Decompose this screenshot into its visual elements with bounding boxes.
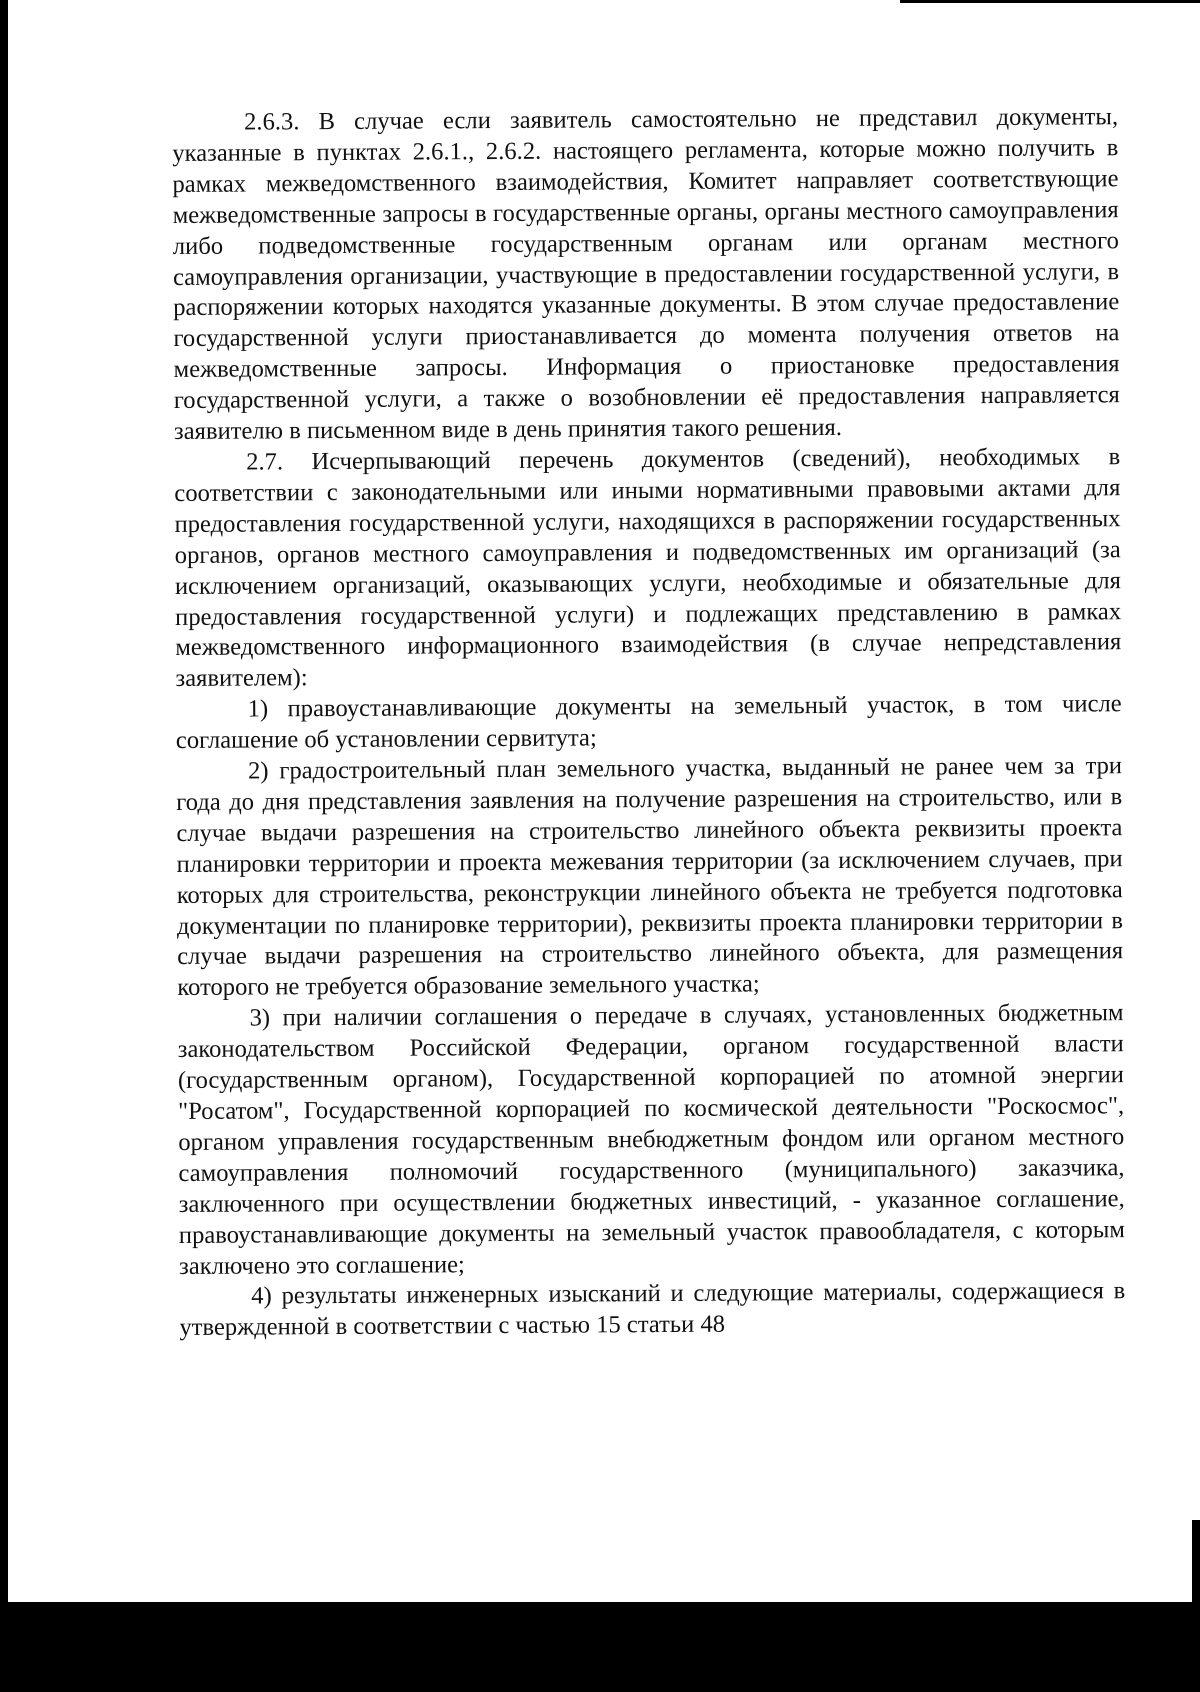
list-item-4: 4) результаты инженерных изысканий и следующие материалы, содержащиеся в утвержденной в соответствии с частью 15 статьи 48 bbox=[179, 1277, 1126, 1342]
paragraph-2-6-3: 2.6.3. В случае если заявитель самостоятельно не представил документы, указанные в пунктах 2.6.1., 2.6.2. настоящего регламента, которые можно получить в рамках межведомственного взаимодействия, Комитет направляет соответствующие межведомственные запросы в государственные органы, органы местного самоуправления либо подведомственные государственным органам или органам местного самоуправления организации, участвующие в предоставлении государственной услуги, в распоряжении которых находятся указанные документы. В этом случае предоставление государственной услуги приостанавливается до момента получения ответов на межведомственные запросы. Информация о приостановке предоставления государственной услуги, а также о возобновлении её предоставления направляется заявителю в письменном виде в день принятия такого решения. bbox=[172, 103, 1120, 446]
scan-border-left bbox=[0, 0, 8, 1692]
list-item-1: 1) правоустанавливающие документы на земельный участок, в том числе соглашение об установлении сервитута; bbox=[175, 690, 1122, 755]
list-item-2: 2) градостроительный план земельного участка, выданный не ранее чем за три года до дня представления заявления на получение разрешения на строительство, или в случае выдачи разрешения на строительство линейного объекта реквизиты проекта планировки территории и проекта межевания территории (за исключением случаев, при которых для строительства, реконструкции линейного объекта не требуется подготовка документации по планировке территории), реквизиты проекта планировки территории в случае выдачи разрешения на строительство линейного объекта, для размещения которого не требуется образование земельного участка; bbox=[176, 752, 1124, 1002]
scan-border-right bbox=[1192, 1520, 1200, 1602]
scan-border-bottom bbox=[0, 1602, 1200, 1692]
list-item-3: 3) при наличии соглашения о передаче в случаях, установленных бюджетным законодательством Российской Федерации, органом государственной власти (государственным органом), Государственной корпорацией по атомной энергии "Росатом", Государственной корпорацией по космической деятельности "Роскосмос", органом управления государственным внебюджетным фондом или органом местного самоуправления полномочий государственного (муниципального) заказчика, заключенного при осуществлении бюджетных инвестиций, - указанное соглашение, правоустанавливающие документы на земельный участок правообладателя, с которым заключено это соглашение; bbox=[177, 999, 1125, 1280]
document-body bbox=[172, 102, 1126, 1344]
scan-border-top bbox=[900, 0, 1200, 3]
paragraph-2-7: 2.7. Исчерпывающий перечень документов (сведений), необходимых в соответствии с законодательными или иными нормативными правовыми актами для предоставления государственной услуги, находящихся в распоряжении государственных органов, органов местного самоуправления и подведомственных им организаций (за исключением организаций, оказывающих услуги, необходимые и обязательные для предоставления государственной услуги) и подлежащих представлению в рамках межведомственного информационного взаимодействия (в случае непредставления заявителем): bbox=[174, 443, 1122, 693]
